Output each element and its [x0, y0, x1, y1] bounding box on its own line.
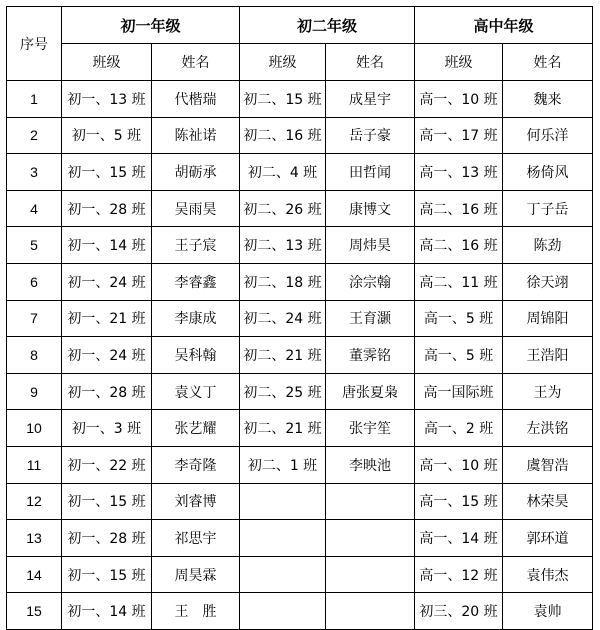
grade8-name-cell: 田哲闻: [326, 154, 415, 191]
grade7-name-cell: 袁义丁: [152, 373, 240, 410]
grade7-class-cell: 初一、5 班: [62, 117, 152, 154]
grade8-name-cell: 董霁铭: [326, 337, 415, 374]
grade8-class-cell: 初二、21 班: [240, 337, 326, 374]
name-header: 姓名: [152, 44, 240, 81]
highschool-name-cell: 周锦阳: [503, 300, 593, 337]
table-row: [7, 483, 593, 520]
grade7-class-cell: 初一、22 班: [62, 446, 152, 483]
table-row: [7, 446, 593, 483]
highschool-class-cell: 高二、16 班: [415, 190, 503, 227]
grade8-class-cell: 初二、18 班: [240, 263, 326, 300]
grade7-class-cell: 初一、28 班: [62, 190, 152, 227]
grade7-class-cell: 初一、15 班: [62, 556, 152, 593]
highschool-class-cell: 高一、10 班: [415, 81, 503, 118]
highschool-name-cell: 何乐洋: [503, 117, 593, 154]
grade8-name-cell: 李映池: [326, 446, 415, 483]
grade7-class-cell: 初一、13 班: [62, 81, 152, 118]
grade7-name-cell: 王子宸: [152, 227, 240, 264]
grade7-name-cell: 祁思宇: [152, 520, 240, 557]
grade8-name-cell: 周炜昊: [326, 227, 415, 264]
table-row: [7, 520, 593, 557]
name-header: 姓名: [503, 44, 593, 81]
grade7-class-cell: 初一、28 班: [62, 373, 152, 410]
table-row: [7, 556, 593, 593]
highschool-class-cell: 高一、2 班: [415, 410, 503, 447]
highschool-name-cell: 杨倚风: [503, 154, 593, 191]
name-header: 姓名: [326, 44, 415, 81]
grade8-name-cell: 康博文: [326, 190, 415, 227]
highschool-name-cell: 左洪铭: [503, 410, 593, 447]
grade7-name-cell: 陈祉诺: [152, 117, 240, 154]
grade8-class-cell: 初二、1 班: [240, 446, 326, 483]
group-header-row: [7, 7, 593, 44]
grade7-class-cell: 初一、15 班: [62, 483, 152, 520]
seq-header: 序号: [7, 7, 62, 81]
highschool-class-cell: 高一国际班: [415, 373, 503, 410]
class-header: 班级: [240, 44, 326, 81]
group-header-highschool: 高中年级: [415, 7, 593, 44]
highschool-name-cell: 王为: [503, 373, 593, 410]
highschool-class-cell: 高一、5 班: [415, 337, 503, 374]
grade7-class-cell: 初一、3 班: [62, 410, 152, 447]
grade8-class-cell: 初二、26 班: [240, 190, 326, 227]
seq-cell: 7: [7, 300, 62, 337]
grade8-class-cell: 初二、4 班: [240, 154, 326, 191]
grade7-name-cell: 吴科翰: [152, 337, 240, 374]
highschool-name-cell: 丁子岳: [503, 190, 593, 227]
grade7-class-cell: 初一、14 班: [62, 227, 152, 264]
grade7-name-cell: 吴雨昊: [152, 190, 240, 227]
grade8-name-cell: 涂宗翰: [326, 263, 415, 300]
class-header: 班级: [62, 44, 152, 81]
table-row: [7, 154, 593, 191]
grade8-name-cell: 张宇笙: [326, 410, 415, 447]
seq-cell: 1: [7, 81, 62, 118]
seq-cell: 9: [7, 373, 62, 410]
grade8-name-cell: [326, 483, 415, 520]
seq-cell: 6: [7, 263, 62, 300]
grade7-name-cell: 李睿鑫: [152, 263, 240, 300]
grade8-name-cell: 岳子豪: [326, 117, 415, 154]
grade8-name-cell: 王育灏: [326, 300, 415, 337]
table-row: [7, 337, 593, 374]
grade8-class-cell: 初二、15 班: [240, 81, 326, 118]
seq-cell: 4: [7, 190, 62, 227]
table-row: [7, 373, 593, 410]
grade8-name-cell: [326, 593, 415, 630]
table-row: [7, 263, 593, 300]
grade8-class-cell: [240, 556, 326, 593]
grade8-class-cell: 初二、21 班: [240, 410, 326, 447]
highschool-class-cell: 高一、5 班: [415, 300, 503, 337]
grade7-class-cell: 初一、21 班: [62, 300, 152, 337]
table-row: [7, 300, 593, 337]
highschool-class-cell: 高二、11 班: [415, 263, 503, 300]
grade7-name-cell: 李康成: [152, 300, 240, 337]
grade7-class-cell: 初一、24 班: [62, 263, 152, 300]
seq-cell: 11: [7, 446, 62, 483]
column-header-row: [7, 44, 593, 81]
highschool-class-cell: 高一、13 班: [415, 154, 503, 191]
grade8-class-cell: 初二、24 班: [240, 300, 326, 337]
grade7-name-cell: 胡砺承: [152, 154, 240, 191]
grade8-class-cell: 初二、25 班: [240, 373, 326, 410]
seq-cell: 10: [7, 410, 62, 447]
highschool-class-cell: 初三、20 班: [415, 593, 503, 630]
grade8-name-cell: 成星宇: [326, 81, 415, 118]
roster-body: [7, 81, 593, 630]
class-header: 班级: [415, 44, 503, 81]
group-header-grade8: 初二年级: [240, 7, 415, 44]
table-row: [7, 81, 593, 118]
seq-cell: 8: [7, 337, 62, 374]
grade8-class-cell: 初二、13 班: [240, 227, 326, 264]
highschool-class-cell: 高二、16 班: [415, 227, 503, 264]
table-row: [7, 227, 593, 264]
grade8-class-cell: 初二、16 班: [240, 117, 326, 154]
highschool-class-cell: 高一、10 班: [415, 446, 503, 483]
grade7-class-cell: 初一、15 班: [62, 154, 152, 191]
grade7-name-cell: 李奇隆: [152, 446, 240, 483]
highschool-name-cell: 徐天翊: [503, 263, 593, 300]
grade8-name-cell: [326, 556, 415, 593]
grade8-name-cell: [326, 520, 415, 557]
grade8-class-cell: [240, 520, 326, 557]
grade7-class-cell: 初一、24 班: [62, 337, 152, 374]
grade8-class-cell: [240, 593, 326, 630]
student-roster-table: [6, 6, 593, 630]
highschool-class-cell: 高一、17 班: [415, 117, 503, 154]
grade7-name-cell: 王 胜: [152, 593, 240, 630]
table-row: [7, 190, 593, 227]
grade7-name-cell: 刘睿博: [152, 483, 240, 520]
seq-cell: 3: [7, 154, 62, 191]
highschool-class-cell: 高一、14 班: [415, 520, 503, 557]
grade7-class-cell: 初一、28 班: [62, 520, 152, 557]
table-row: [7, 410, 593, 447]
seq-cell: 5: [7, 227, 62, 264]
group-header-grade7: 初一年级: [62, 7, 240, 44]
seq-cell: 14: [7, 556, 62, 593]
grade8-class-cell: [240, 483, 326, 520]
highschool-name-cell: 虞智浩: [503, 446, 593, 483]
highschool-name-cell: 郭环道: [503, 520, 593, 557]
seq-cell: 13: [7, 520, 62, 557]
highschool-class-cell: 高一、12 班: [415, 556, 503, 593]
grade8-name-cell: 唐张夏枭: [326, 373, 415, 410]
grade7-name-cell: 代楷瑞: [152, 81, 240, 118]
highschool-name-cell: 王浩阳: [503, 337, 593, 374]
grade7-class-cell: 初一、14 班: [62, 593, 152, 630]
grade7-name-cell: 张艺耀: [152, 410, 240, 447]
highschool-class-cell: 高一、15 班: [415, 483, 503, 520]
seq-cell: 12: [7, 483, 62, 520]
highschool-name-cell: 陈劲: [503, 227, 593, 264]
highschool-name-cell: 袁伟杰: [503, 556, 593, 593]
highschool-name-cell: 袁帅: [503, 593, 593, 630]
grade7-name-cell: 周昊霖: [152, 556, 240, 593]
highschool-name-cell: 魏来: [503, 81, 593, 118]
highschool-name-cell: 林荣昊: [503, 483, 593, 520]
table-row: [7, 593, 593, 630]
seq-cell: 15: [7, 593, 62, 630]
table-row: [7, 117, 593, 154]
seq-cell: 2: [7, 117, 62, 154]
